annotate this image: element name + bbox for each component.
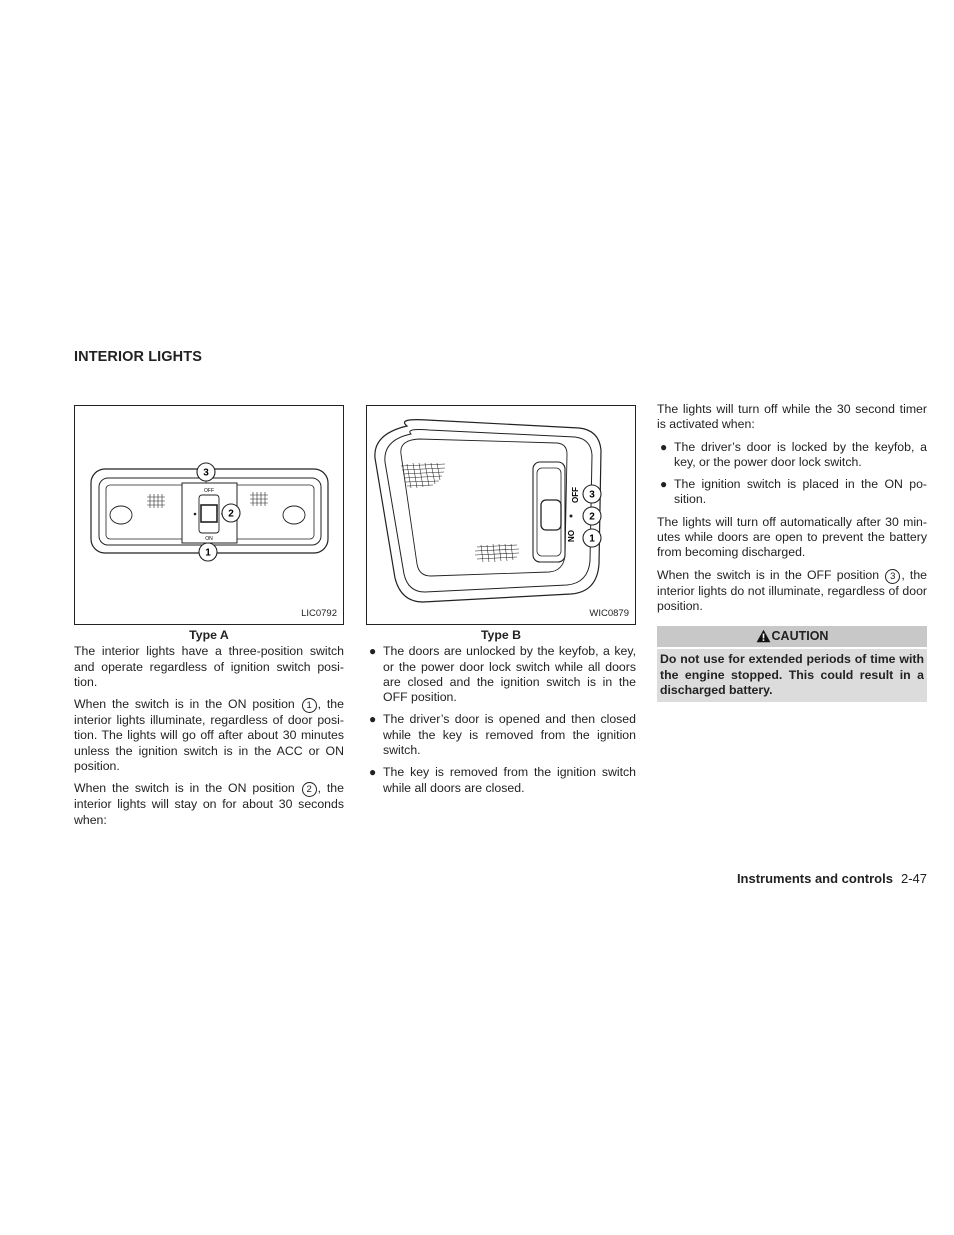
column-1 [74, 405, 344, 835]
column-3 [657, 402, 927, 702]
bullet-icon: ● [369, 712, 377, 727]
paragraph: The lights will turn off while the 30 second timer is activated when: [657, 402, 927, 432]
bullet-list [657, 440, 927, 508]
switch-off-label: OFF [571, 487, 580, 503]
paragraph: When the switch is in the ON position 1 , the interior lights illuminate, regardless of door posi-tion. The lights will go off after about 30 minutes unless the ignition switch is in the ACC or ON position. [74, 697, 344, 774]
switch-off-label: OFF [204, 488, 214, 494]
paragraph: When the switch is in the OFF position 3 , the interior lights do not illuminate, regardless of door position. [657, 567, 927, 613]
list-item: ● The key is removed from the ignition switch while all doors are closed. [369, 765, 636, 795]
bullet-list [366, 644, 636, 796]
bullet-icon: ● [369, 644, 377, 659]
svg-text:1: 1 [205, 547, 211, 559]
bullet-icon: ● [660, 477, 668, 492]
svg-text:1: 1 [589, 533, 595, 545]
svg-text:3: 3 [589, 489, 595, 501]
svg-text:3: 3 [203, 467, 209, 479]
position-2-badge: 2 [302, 782, 317, 797]
page-footer [737, 871, 927, 886]
caution-header [657, 626, 927, 647]
interior-light-type-a-illustration [75, 406, 343, 624]
bullet-icon: ● [660, 439, 668, 454]
list-item: ● The driver’s door is opened and then closed while the key is removed from the ignition switch. [369, 712, 636, 758]
warning-triangle-icon [756, 629, 771, 643]
column-2 [366, 405, 636, 803]
paragraph: The interior lights have a three-position switch and operate regardless of ignition switch posi-tion. [74, 644, 344, 689]
paragraph: When the switch is in the ON position 2 , the interior lights will stay on for about 30 seconds when: [74, 781, 344, 827]
switch-on-label: ON [205, 536, 213, 542]
position-1-badge: 1 [302, 698, 317, 713]
figure-type-b [366, 405, 636, 625]
page-number: 2-47 [900, 871, 927, 886]
caution-body: Do not use for extended periods of time with the engine stopped. This could result in a discharged battery. [657, 649, 927, 702]
interior-light-type-b-illustration [367, 406, 635, 624]
position-3-badge: 3 [885, 569, 900, 584]
bullet-icon: ● [369, 765, 377, 780]
list-item: ● The ignition switch is placed in the ON po-sition. [660, 477, 927, 507]
figure-caption-type-a: Type A [189, 628, 229, 642]
figure-code: LIC0792 [301, 607, 337, 619]
svg-text:2: 2 [589, 511, 595, 523]
figure-type-a [74, 405, 344, 625]
footer-section-name: Instruments and controls [736, 871, 893, 886]
section-title: INTERIOR LIGHTS [74, 349, 202, 365]
caution-title: CAUTION [771, 629, 829, 644]
figure-code: WIC0879 [589, 607, 629, 619]
svg-text:2: 2 [228, 508, 234, 520]
list-item: ● The driver’s door is locked by the keyfob, a key, or the power door lock switch. [660, 439, 927, 469]
paragraph: The lights will turn off automatically after 30 min-utes while doors are open to prevent the battery from becoming discharged. [657, 514, 927, 560]
list-item: ● The doors are unlocked by the keyfob, a key, or the power door lock switch while all doors are closed and the ignition switch is in the OFF position. [369, 644, 636, 705]
switch-on-label: ON [566, 530, 575, 542]
figure-caption-type-b: Type B [480, 628, 522, 642]
